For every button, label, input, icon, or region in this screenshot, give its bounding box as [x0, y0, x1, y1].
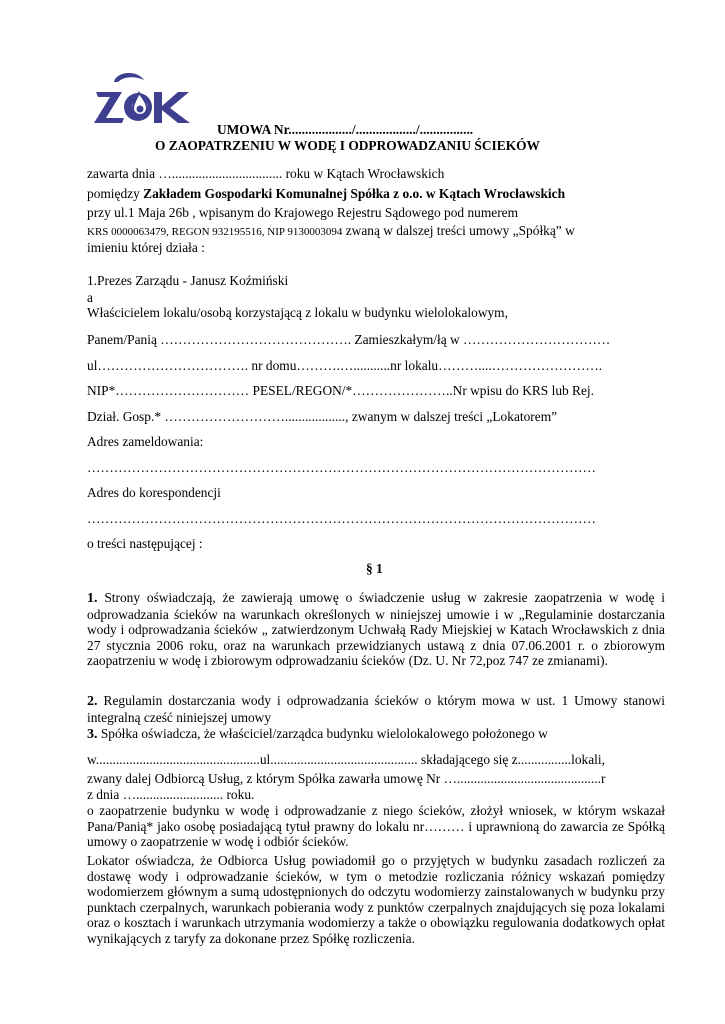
zgk-logo-icon: [92, 70, 192, 126]
krs-regon-nip: KRS 0000063479, REGON 932195516, NIP 9130003094: [87, 226, 343, 238]
paragraph-3-continuation: o zaopatrzenie budynku w wodę i odprowadzanie z niego ścieków, złożył wniosek, w którym wskazał Pana/Panią* jako osobę posiadającą tytuł prawny do lokalu nr……… i uprawnioną do zawarcia ze Spółką umowy o zaopatrzenie w wodę i odbiór ścieków.: [87, 803, 665, 850]
registered-address-label: Adres zameldowania:: [87, 434, 204, 449]
name-residence-field[interactable]: Panem/Panią ……………………………………. Zamieszkałym/łą w ……………………………: [87, 332, 611, 347]
contract-date-field[interactable]: z dnia ….......................... roku.: [87, 787, 255, 802]
correspondence-address-field[interactable]: ……………………………………………………………………………………………………: [87, 511, 596, 526]
company-logo: [92, 70, 192, 126]
paragraph-3-text: Spółka oświadcza, że właściciel/zarządca budynku wielolokalowego położonego w: [97, 726, 548, 741]
president-line: 1.Prezes Zarządu - Janusz Koźmiński: [87, 273, 289, 288]
contract-subtitle: O ZAOPATRZENIU W WODĘ I ODPROWADZANIU ŚCIEKÓW: [155, 138, 540, 153]
nip-pesel-field[interactable]: NIP*………………………… PESEL/REGON/*…………………..Nr wpisu do KRS lub Rej.: [87, 383, 595, 398]
paragraph-1: [87, 590, 665, 669]
business-reg-field[interactable]: Dział. Gosp.* ……………………….................., zwanym w dalszej treści „Lokatorem”: [87, 409, 558, 424]
paragraph-1-text: Strony oświadczają, że zawierają umowę o świadczenie usług w zakresie zaopatrzenia w wodę i odprowadzania ścieków na warunkach określonych w niniejszej umowie i w „Regulaminie dostarczania wody i odprowadzania ścieków „ zatwierdzonym Uchwałą Rady Miejskiej w Katach Wrocławskich z dnia 27 stycznia 2006 roku, oraz na warunkach przewidzianych ustawą z dnia 07.06.2001 r. o zbiorowym zaopatrzeniu w wodę i zbiorowym odprowadzaniu ścieków (Dz. U. Nr 72,poz 747 ze zmianami).: [87, 590, 665, 669]
intro-company-line: [87, 186, 565, 202]
intro-address-line: przy ul.1 Maja 26b , wpisanym do Krajowego Rejestru Sądowego pod numerem: [87, 205, 519, 220]
building-location-field[interactable]: w.................................................ul............................................ składającego się z................lokali,: [87, 752, 605, 767]
paragraph-2-number: 2.: [87, 694, 98, 709]
paragraph-2-text: Regulamin dostarczania wody i odprowadzania ścieków o którym mowa w ust. 1 Umowy stanowi integralną cześć niniejszej umowy: [87, 693, 665, 725]
lokator-statement: Lokator oświadcza, że Odbiorca Usług powiadomił go o przyjętych w budynku zasadach rozliczeń za dostawę wody i odprowadzanie ścieków, w tym o metodzie rozliczania różnicy wskazań pomiędzy wodomierzem głównym a sumą udostępnionych do odczytu wodomierzy zainstalowanych w budynku przy punktach czerpalnych, warunkach pobierania wody z punktów czerpalnych znajdujących się poza lokalami oraz o kosztach i warunkach utrzymania wodomierzy a także o obowiązku regulowania dodatkowych opłat wynikających z taryfy za dokonane przez Spółkę rozliczenia.: [87, 853, 665, 946]
service-contract-field[interactable]: zwany dalej Odbiorcą Usług, z którym Spółka zawarła umowę Nr …...........................................r: [87, 771, 606, 786]
paragraph-3-number: 3.: [87, 727, 98, 742]
owner-line: Właścicielem lokalu/osobą korzystającą z lokalu w budynku wielolokalowym,: [87, 305, 508, 320]
company-name: Zakładem Gospodarki Komunalnej Spółka z o.o. w Kątach Wrocławskich: [143, 186, 566, 201]
intro-represent-line: imieniu której działa :: [87, 240, 205, 255]
registered-address-field[interactable]: ……………………………………………………………………………………………………: [87, 460, 596, 475]
and-line: a: [87, 290, 93, 305]
paragraph-1-number: 1.: [87, 591, 98, 606]
intro-spolka: zwaną w dalszej treści umowy „Spółką” w: [342, 223, 575, 238]
paragraph-2: [87, 693, 665, 725]
contract-number-title: UMOWA Nr.................../................../................: [217, 122, 474, 137]
section-symbol: § 1: [366, 561, 383, 576]
intro-between: pomiędzy: [87, 186, 144, 201]
street-address-field[interactable]: ul……………………………. nr domu……….…...........nr lokalu………....…………………….: [87, 358, 603, 373]
intro-date-line: zawarta dnia …................................. roku w Kątach Wrocławskich: [87, 166, 445, 181]
paragraph-3: [87, 726, 548, 743]
correspondence-address-label: Adres do korespondencji: [87, 485, 221, 500]
intro-registry-line: [87, 223, 575, 240]
content-intro: o treści następującej :: [87, 536, 203, 551]
